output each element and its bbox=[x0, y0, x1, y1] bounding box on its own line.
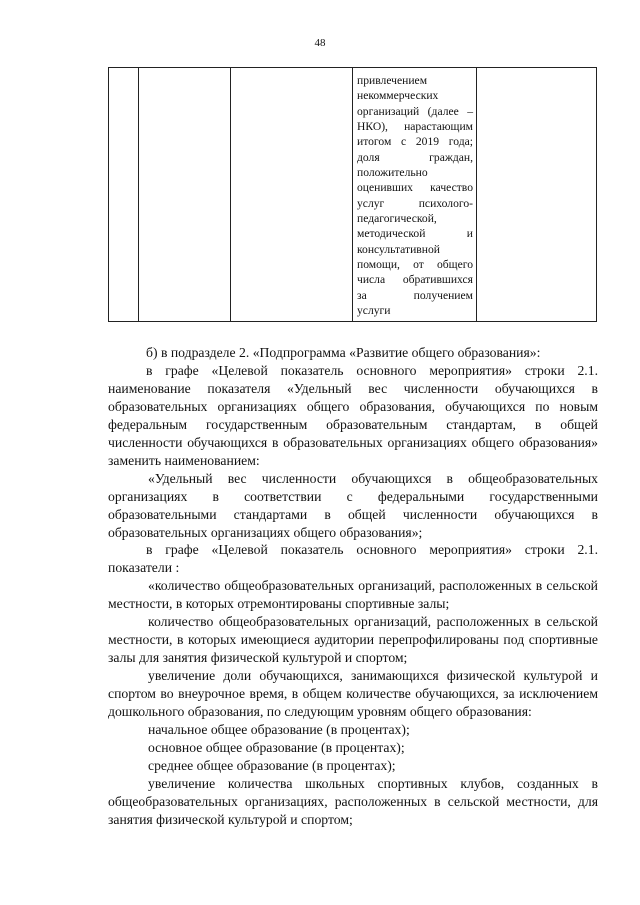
paragraph: увеличение количества школьных спортивных клубов, созданных в общеобразовательных организациях, расположенных в сельской местности, для занятия физической культурой и спортом; bbox=[108, 775, 598, 827]
paragraph: количество общеобразовательных организаций, расположенных в сельской местности, в которых имеющиеся аудитории перепрофилированы под спортивные залы для занятия физической культурой и спортом; bbox=[108, 614, 598, 666]
paragraph: в графе «Целевой показатель основного мероприятия» строки 2.1. наименование показателя «Удельный вес численности обучающихся в образовательных организациях общего образования, обучающихся по новым федеральным государственным образовательным стандартам, в общей численности обучающихся в образовательных организациях общего образования» заменить наименованием: bbox=[108, 362, 598, 468]
indicator-line: некоммерческих bbox=[357, 89, 439, 103]
paragraph: в графе «Целевой показатель основного мероприятия» строки 2.1. показатели : bbox=[108, 542, 598, 576]
indicator-line: привлечением bbox=[357, 74, 428, 87]
indicator-line: за получением bbox=[357, 288, 473, 302]
table-fragment bbox=[108, 67, 597, 322]
paragraph: увеличение доли обучающихся, занимающихся физической культурой и спортом во внеурочное время, в общем количестве обучающихся, за исключением дошкольного образования, по следующим уровням общего образования: bbox=[108, 668, 598, 720]
table-cell-2 bbox=[139, 68, 231, 322]
indicator-line: НКО), нарастающим bbox=[357, 120, 473, 134]
page-number: 48 bbox=[314, 37, 326, 49]
table-cell-indicators bbox=[353, 68, 477, 322]
paragraph: б) в подразделе 2. «Подпрограмма «Развитие общего образования»: bbox=[146, 345, 541, 360]
paragraph: основное общее образование (в процентах); bbox=[148, 739, 405, 755]
indicator-line: консультативной bbox=[357, 242, 440, 256]
indicator-line: организаций (далее – bbox=[357, 104, 473, 118]
table-cell-5 bbox=[477, 68, 597, 322]
indicator-line: услуги bbox=[357, 304, 391, 318]
table-cell-3 bbox=[231, 68, 353, 322]
indicator-line: педагогической, bbox=[357, 212, 437, 226]
indicator-line: помощи, от общего bbox=[357, 258, 473, 272]
indicator-line: услуг психолого- bbox=[357, 196, 473, 210]
indicator-line: оценивших качество bbox=[357, 181, 473, 195]
indicator-line: итогом с 2019 года; bbox=[357, 135, 473, 149]
table-row bbox=[109, 68, 597, 322]
paragraph: среднее общее образование (в процентах); bbox=[148, 757, 396, 773]
paragraph: «Удельный вес численности обучающихся в общеобразовательных организациях в соответствии с федеральными государственными образовательными стандартами в общей численности обучающихся в образовательных организациях общего образования»; bbox=[108, 470, 598, 540]
paragraph: «количество общеобразовательных организаций, расположенных в сельской местности, в которых отремонтированы спортивные залы; bbox=[108, 578, 598, 612]
document-body bbox=[108, 344, 598, 829]
indicator-line: положительно bbox=[357, 166, 428, 180]
indicator-line: доля граждан, bbox=[357, 150, 473, 164]
indicator-line: методической и bbox=[357, 227, 473, 241]
table-cell-1 bbox=[109, 68, 139, 322]
indicator-text bbox=[353, 68, 476, 319]
paragraph: начальное общее образование (в процентах); bbox=[148, 722, 410, 738]
indicator-line: числа обратившихся bbox=[357, 273, 473, 287]
